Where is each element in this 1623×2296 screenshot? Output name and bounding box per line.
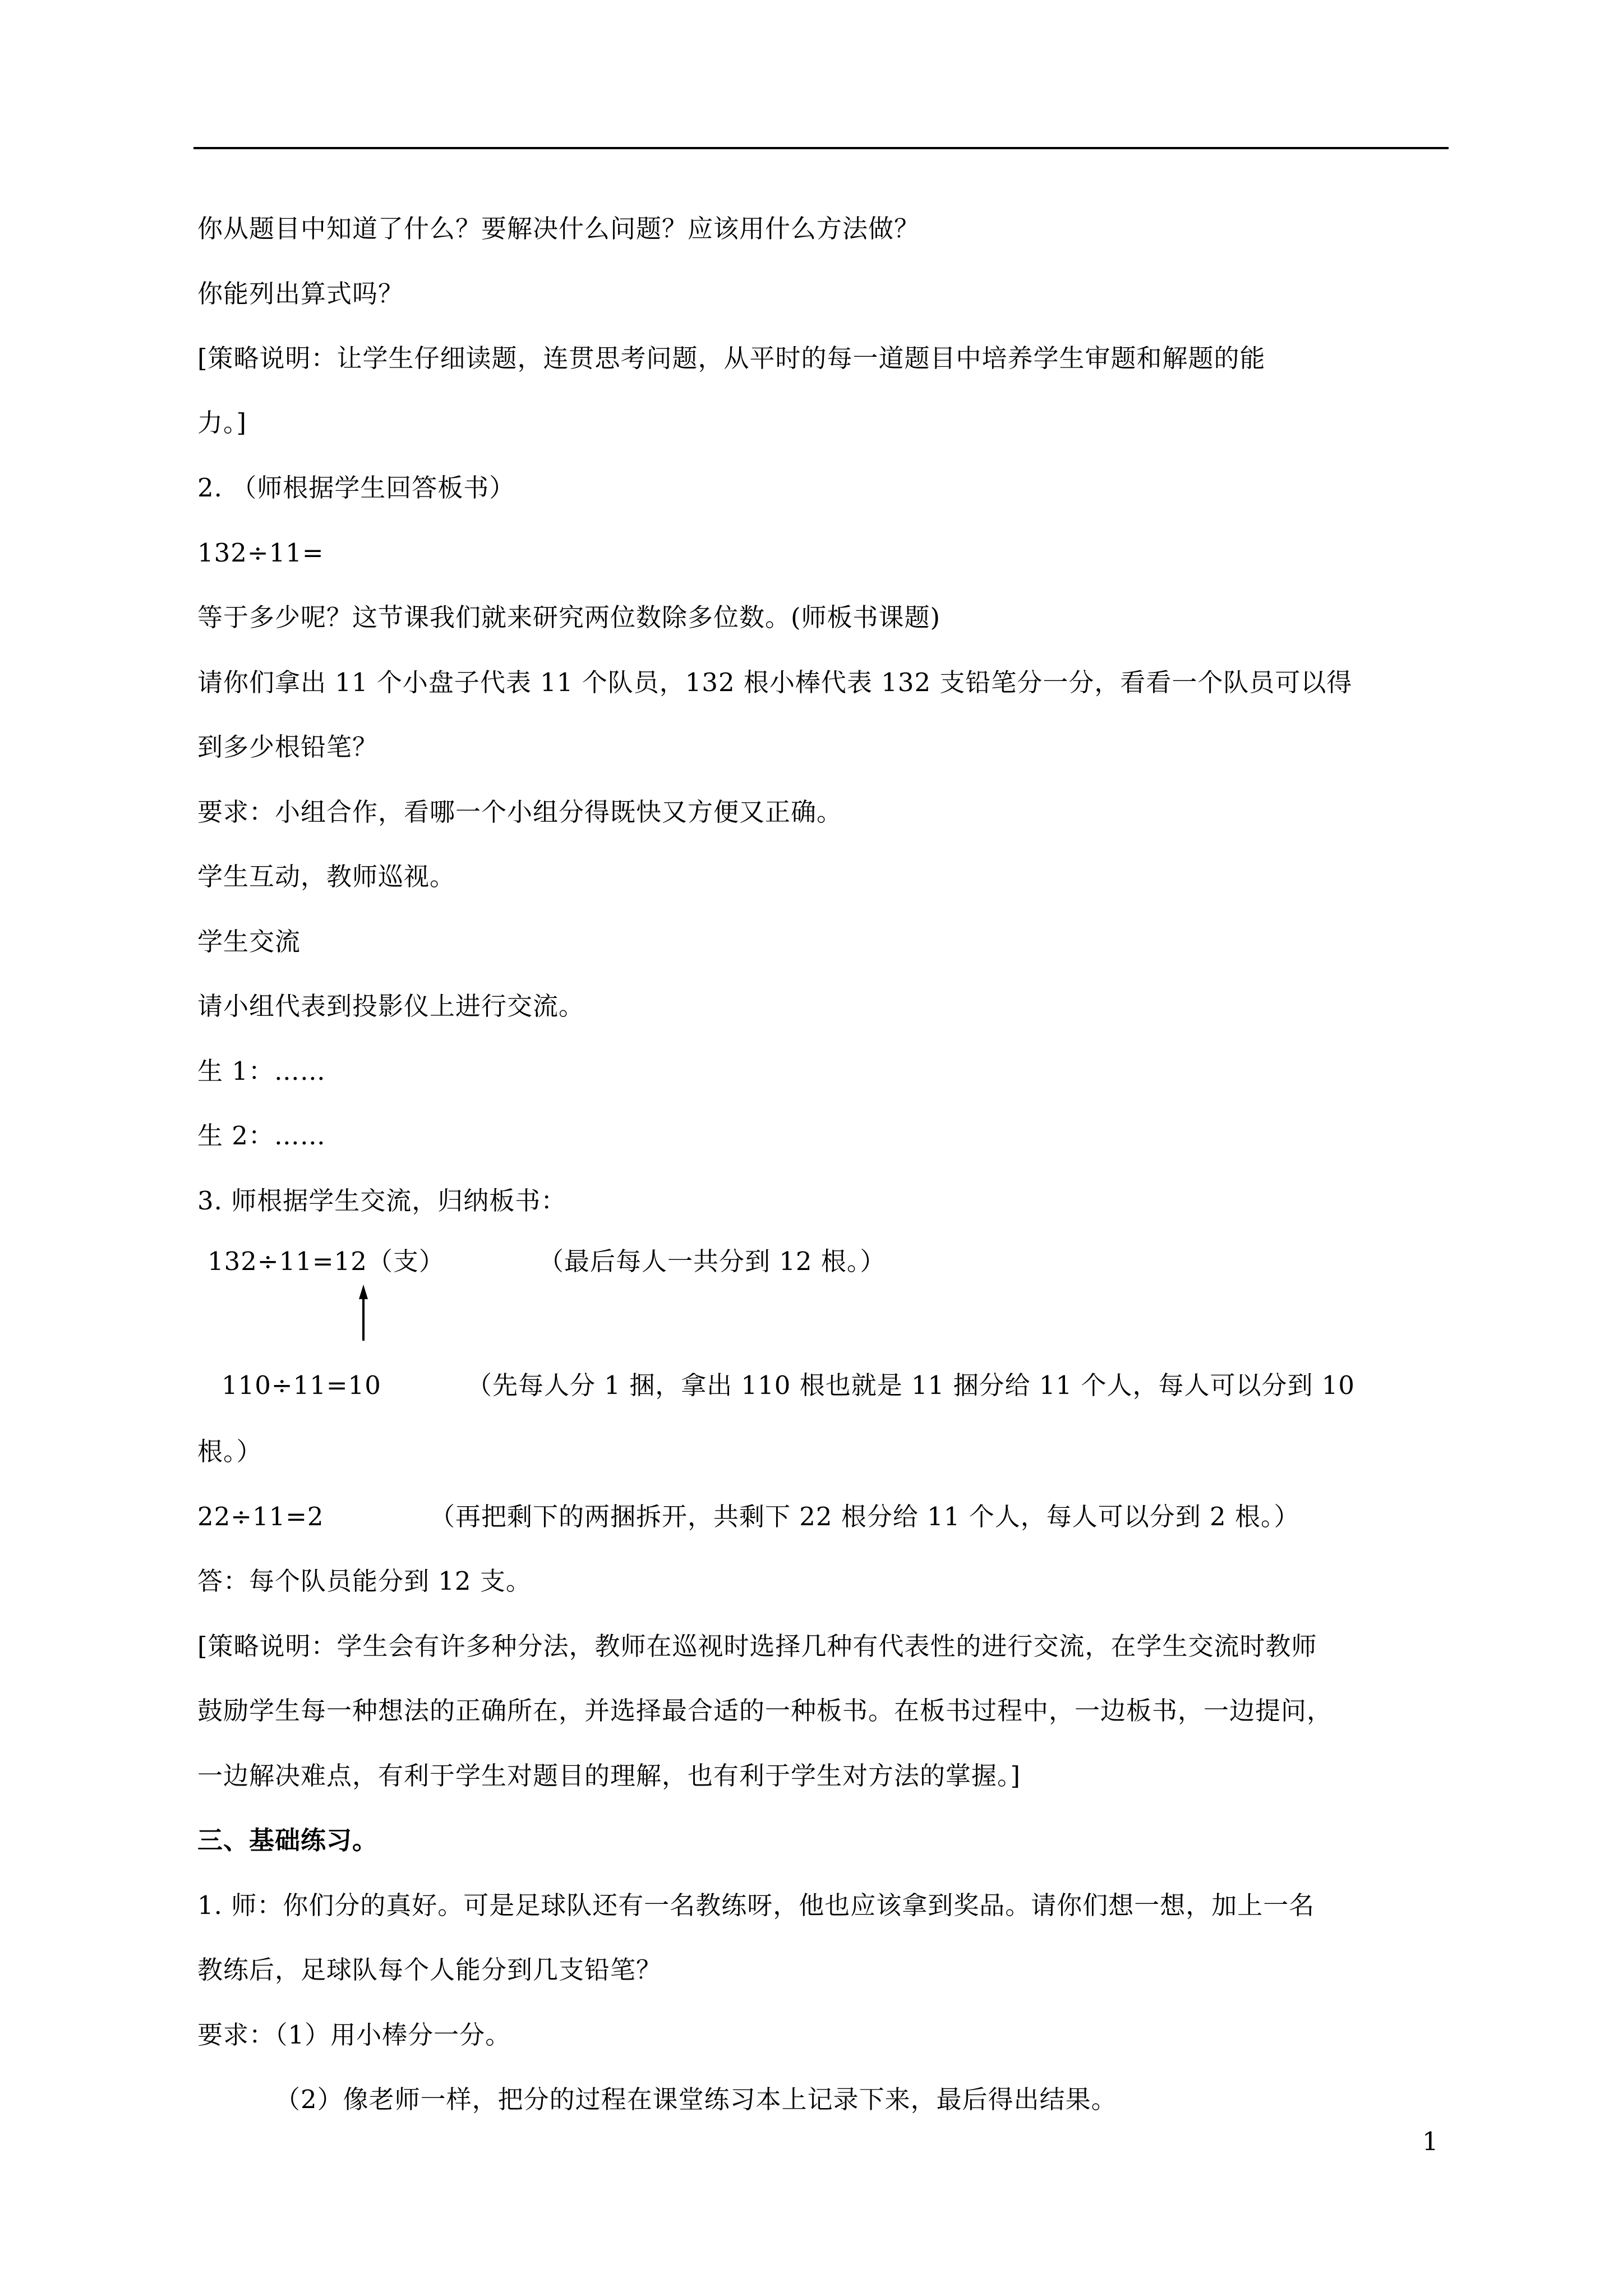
lesson-topic: 等于多少呢？这节课我们就来研究两位数除多位数。(师板书课题) — [197, 602, 941, 632]
equation-110-note: （先每人分 1 捆，拿出 110 根也就是 11 捆分给 11 个人，每人可以分到 10 — [467, 1370, 1355, 1400]
header-rule — [193, 147, 1449, 149]
student-exchange: 学生交流 — [197, 927, 301, 956]
task-line-1: 请你们拿出 11 个小盘子代表 11 个队员，132 根小棒代表 132 支铅笔分一分，看看一个队员可以得 — [197, 668, 1353, 697]
question-formula: 你能列出算式吗？ — [197, 279, 404, 309]
step-3-heading: 3. 师根据学生交流，归纳板书： — [197, 1186, 567, 1216]
student-1: 生 1：…… — [197, 1056, 326, 1086]
equation-22: 22÷11=2 — [197, 1502, 324, 1531]
student-2: 生 2：…… — [197, 1121, 326, 1151]
exercise-1-line-1: 1. 师：你们分的真好。可是足球队还有一名教练呀，他也应该拿到奖品。请你们想一想，加上一名 — [197, 1890, 1315, 1920]
answer: 答：每个队员能分到 12 支。 — [197, 1566, 532, 1596]
equation-main-note: （最后每人一共分到 12 根。） — [538, 1246, 886, 1276]
page-number: 1 — [1422, 2127, 1438, 2156]
equation-110-note-end: 根。） — [197, 1437, 262, 1466]
exercise-1-line-2: 教练后，足球队每个人能分到几支铅笔？ — [197, 1955, 662, 1985]
strategy-note-1-line-1: [策略说明：让学生仔细读题，连贯思考问题，从平时的每一道题目中培养学生审题和解题的能 — [197, 343, 1266, 373]
projector-exchange: 请小组代表到投影仪上进行交流。 — [197, 991, 585, 1021]
equation-main: 132÷11=12（支） — [208, 1246, 445, 1276]
question-known: 你从题目中知道了什么？要解决什么问题？应该用什么方法做？ — [197, 214, 920, 243]
strategy-note-1-line-2: 力。] — [197, 408, 247, 438]
exercise-requirement-1: 要求：（1）用小棒分一分。 — [197, 2020, 511, 2050]
strategy-note-2-line-2: 鼓励学生每一种想法的正确所在，并选择最合适的一种板书。在板书过程中，一边板书，一边提问， — [197, 1696, 1333, 1726]
strategy-note-2-line-1: [策略说明：学生会有许多种分法，教师在巡视时选择几种有代表性的进行交流，在学生交流时教师 — [197, 1631, 1317, 1661]
exercise-requirement-2: （2）像老师一样，把分的过程在课堂练习本上记录下来，最后得出结果。 — [275, 2085, 1117, 2114]
equation-110: 110÷11=10 — [222, 1370, 381, 1400]
requirement: 要求：小组合作，看哪一个小组分得既快又方便又正确。 — [197, 797, 843, 827]
section-3-heading: 三、基础练习。 — [197, 1825, 379, 1855]
up-arrow-icon — [359, 1285, 368, 1341]
strategy-note-2-line-3: 一边解决难点，有利于学生对题目的理解，也有利于学生对方法的掌握。] — [197, 1761, 1021, 1791]
task-line-2: 到多少根铅笔？ — [197, 732, 379, 762]
equation-132-div-11: 132÷11= — [197, 538, 324, 568]
student-interaction: 学生互动，教师巡视。 — [197, 862, 456, 891]
equation-22-note: （再把剩下的两捆拆开，共剩下 22 根分给 11 个人，每人可以分到 2 根。） — [430, 1502, 1300, 1531]
step-2-heading: 2. （师根据学生回答板书） — [197, 473, 515, 503]
